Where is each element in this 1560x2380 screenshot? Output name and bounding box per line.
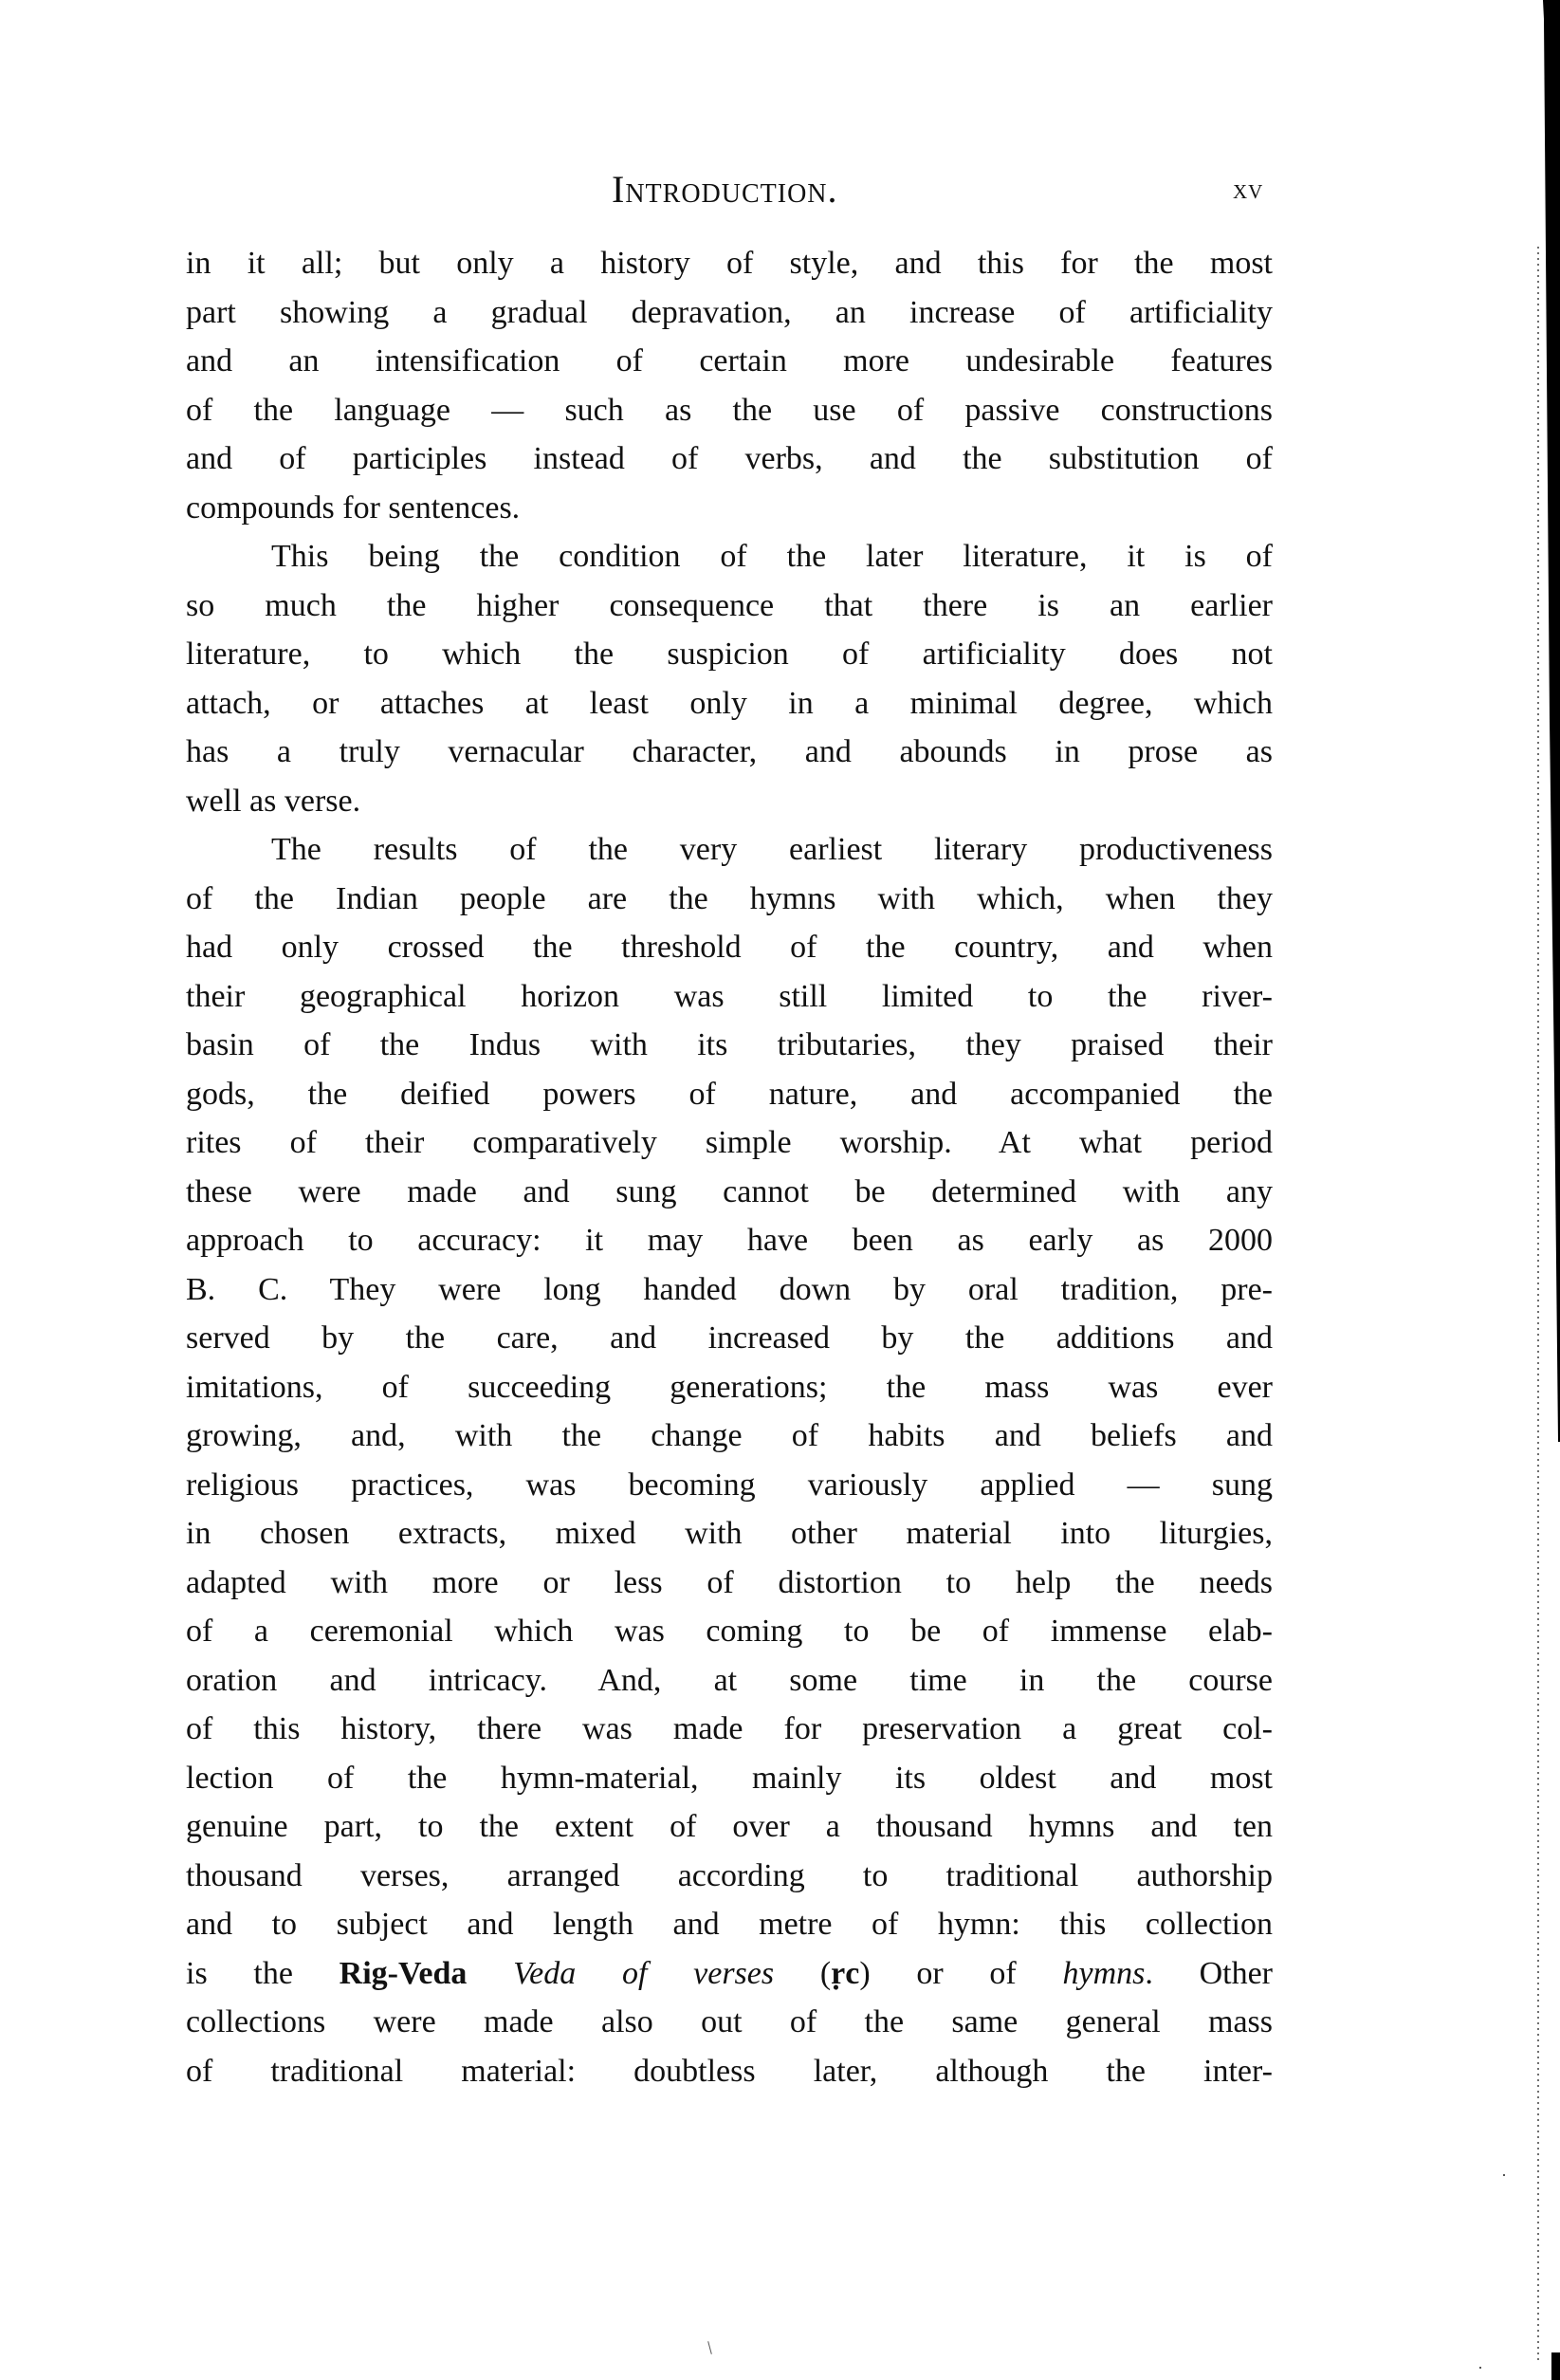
running-title: Introduction. <box>612 168 838 211</box>
gloss-hymns: hymns <box>1062 1955 1146 1991</box>
text-line: in chosen extracts, mixed with other material into liturgies, <box>186 1516 1273 1551</box>
binding-edge <box>1532 0 1560 1442</box>
text-line: compounds for sentences. <box>186 489 521 526</box>
text-line: part showing a gradual depravation, an increase of artificiality <box>186 294 1273 330</box>
text-line: basin of the Indus with its tributaries, they praised their <box>186 1027 1273 1062</box>
body-text <box>186 239 1273 2095</box>
text-line: had only crossed the threshold of the country, and when <box>186 930 1273 965</box>
text-line: of this history, there was made for preservation a great col- <box>186 1711 1273 1746</box>
text-line: well as verse. <box>186 783 361 819</box>
text-line: oration and intricacy. And, at some time in the course <box>186 1662 1273 1698</box>
text-line: The results of the very earliest literary productiveness <box>271 832 1273 867</box>
text-line: lection of the hymn-material, mainly its oldest and most <box>186 1760 1273 1796</box>
term-rig-veda: Rig-Veda <box>339 1955 468 1991</box>
text-line: imitations, of succeeding generations; the mass was ever <box>186 1369 1273 1405</box>
text-line: growing, and, with the change of habits and beliefs and <box>186 1418 1273 1453</box>
scan-speck <box>1479 2367 1481 2369</box>
scan-speck <box>707 2341 712 2354</box>
text-segment: is the <box>186 1955 340 1991</box>
text-segment: ) or of <box>859 1955 1063 1991</box>
text-line: collections were made also out of the same general mass <box>186 2004 1273 2039</box>
text-segment: . Other <box>1145 1955 1274 1991</box>
text-line: and an intensification of certain more undesirable features <box>186 343 1273 378</box>
text-line: served by the care, and increased by the additions and <box>186 1320 1273 1356</box>
text-line: B. C. They were long handed down by oral tradition, pre- <box>186 1271 1273 1307</box>
page-number: xv <box>1233 174 1264 205</box>
text-line: This being the condition of the later literature, it is of <box>271 539 1273 574</box>
term-rc: ṛc <box>831 1955 860 1991</box>
text-line: religious practices, was becoming variously applied — sung <box>186 1467 1273 1503</box>
text-line: rites of their comparatively simple worship. At what period <box>186 1125 1273 1160</box>
text-segment <box>467 1956 513 1991</box>
text-line: approach to accuracy: it may have been as early as 2000 <box>186 1223 1273 1258</box>
running-head <box>0 163 1560 216</box>
text-line: of traditional material: doubtless later, although the inter- <box>186 2053 1273 2089</box>
text-line: adapted with more or less of distortion to help the needs <box>186 1564 1273 1600</box>
text-line: has a truly vernacular character, and abounds in prose as <box>186 734 1273 769</box>
text-line: of the language — such as the use of passive constructions <box>186 392 1273 428</box>
text-line-rig-veda <box>186 1949 1273 1999</box>
text-segment: ( <box>774 1955 832 1991</box>
binding-shadow-dots <box>1537 247 1539 2362</box>
binding-corner <box>1551 2352 1560 2380</box>
text-line: literature, to which the suspicion of artificiality does not <box>186 637 1273 672</box>
scan-speck <box>1503 2174 1505 2176</box>
text-line: and to subject and length and metre of hymn: this collection <box>186 1907 1273 1942</box>
text-line: so much the higher consequence that there is an earlier <box>186 587 1273 623</box>
gloss-veda-of-verses: Veda of verses <box>513 1955 775 1991</box>
text-line: of a ceremonial which was coming to be of immense elab- <box>186 1614 1273 1649</box>
text-line: genuine part, to the extent of over a thousand hymns and ten <box>186 1809 1273 1844</box>
text-line: their geographical horizon was still limited to the river- <box>186 978 1273 1014</box>
text-line: thousand verses, arranged according to traditional authorship <box>186 1857 1273 1893</box>
text-line: these were made and sung cannot be determined with any <box>186 1173 1273 1209</box>
text-line: of the Indian people are the hymns with which, when they <box>186 880 1273 916</box>
text-line: and of participles instead of verbs, and the substitution of <box>186 441 1273 476</box>
text-line: in it all; but only a history of style, and this for the most <box>186 246 1273 281</box>
text-line: attach, or attaches at least only in a minimal degree, which <box>186 685 1273 721</box>
text-line: gods, the deified powers of nature, and accompanied the <box>186 1076 1273 1112</box>
